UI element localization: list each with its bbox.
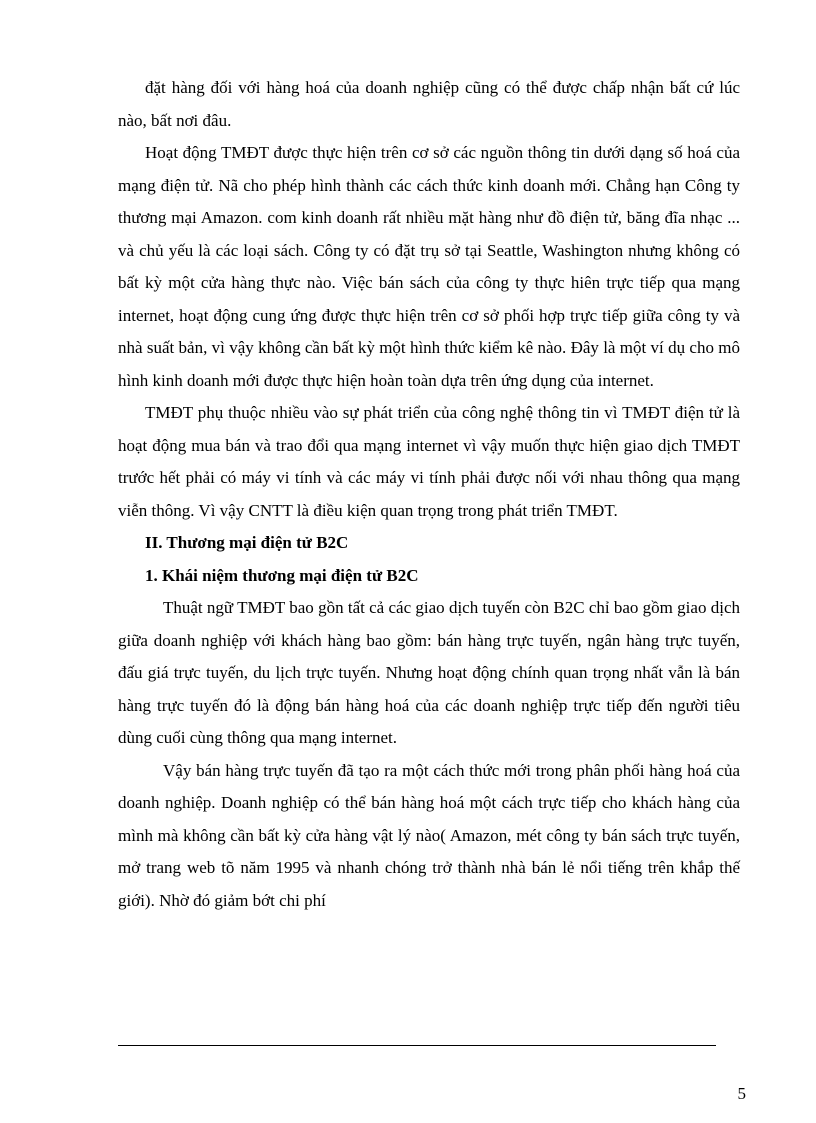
paragraph-tmdt-activities: Hoạt động TMĐT được thực hiện trên cơ sở các nguồn thông tin dưới dạng số hoá của mạng điện tử. Nã cho phép hình thành các cách thức kinh doanh mới. Chẳng hạn Công ty thương mại Amazon. com kinh doanh rất nhiều mặt hàng như đồ điện tử, băng đĩa nhạc ... và chủ yếu là các loại sách. Công ty có đặt trụ sở tại Seattle, Washington nhưng không có bất kỳ một cửa hàng thực nào. Việc bán sách của công ty thực hiên trực tiếp qua mạng internet, hoạt động cung ứng được thực hiện trên cơ sở phối hợp trực tiếp giữa công ty và nhà suất bản, vì vậy không cần bất kỳ một hình thức kiểm kê nào. Đây là một ví dụ cho mô hình kinh doanh mới được thực hiện hoàn toàn dựa trên ứng dụng của internet. — [118, 143, 740, 390]
subsection-heading: 1. Khái niệm thương mại điện tử B2C — [145, 565, 419, 585]
footer-divider — [118, 1045, 716, 1046]
section-heading: II. Thương mại điện tử B2C — [145, 533, 349, 552]
paragraph-b2c-definition: Thuật ngữ TMĐT bao gồn tất cả các giao dịch tuyến còn B2C chỉ bao gồm giao dịch giữa doanh nghiệp với khách hàng bao gồm: bán hàng trực tuyến, ngân hàng trực tuyến, đấu giá trực tuyến, du lịch trực tuyến. Nhưng hoạt động chính quan trọng nhất vẫn là bán hàng trực tuyến đó là động bán hàng hoá của các doanh nghiệp trực tiếp đến người tiêu dùng cuối cùng thông qua mạng internet. — [118, 598, 740, 747]
paragraph-tmdt-dependence: TMĐT phụ thuộc nhiều vào sự phát triển của công nghệ thông tin vì TMĐT điện tử là hoạt động mua bán và trao đổi qua mạng internet vì vậy muốn thực hiện giao dịch TMĐT trước hết phải có máy vi tính và các máy vi tính phải được nối với nhau thông qua mạng viễn thông. Vì vậy CNTT là điều kiện quan trọng trong phát triển TMĐT. — [118, 403, 740, 520]
page-body — [118, 72, 740, 917]
page-number: 5 — [737, 1084, 746, 1103]
paragraph-continued: đặt hàng đối với hàng hoá của doanh nghiệp cũng có thể được chấp nhận bất cứ lúc nào, bất nơi đâu. — [118, 78, 740, 130]
paragraph-online-sales: Vậy bán hàng trực tuyến đã tạo ra một cách thức mới trong phân phối hàng hoá của doanh nghiệp. Doanh nghiệp có thể bán hàng hoá một cách trực tiếp cho khách hàng của mình mà không cần bất kỳ cửa hàng vật lý nào( Amazon, mét công ty bán sách trực tuyến, mở trang web tõ năm 1995 và nhanh chóng trở thành nhà bán lẻ nổi tiếng trên khắp thế giới). Nhờ đó giảm bớt chi phí — [118, 760, 740, 910]
